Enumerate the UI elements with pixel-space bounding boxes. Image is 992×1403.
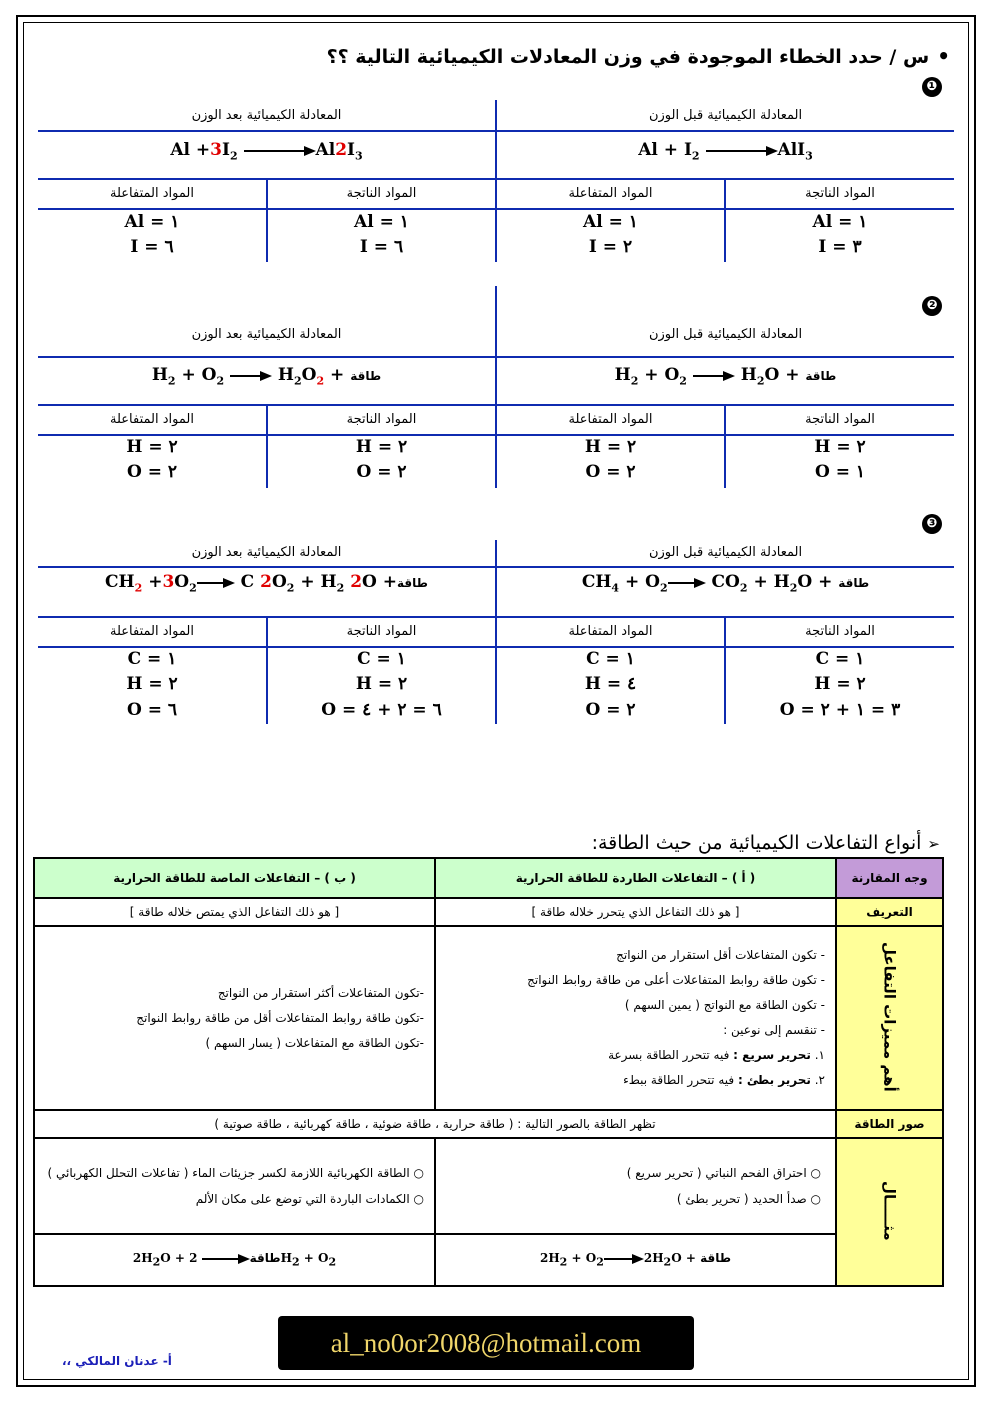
after-caption: المعادلة الكيميائية بعد الوزن [191,545,342,560]
forms-text: تظهر الطاقة بالصور التالية : ( طاقة حرارية ، طاقة ضوئية ، طاقة كهربائية ، طاقة صوتية ) [34,1110,836,1138]
table-row [34,858,943,898]
products-header: المواد الناتجة [805,186,875,201]
list-item: - تكون الطاقة مع النواتج ( يمين السهم ) [624,998,825,1012]
table-row [34,898,943,926]
example-equation-a: $2H_2 + O_2$ $2H_2O$ + طاقة [435,1234,836,1286]
list-item [444,1186,821,1212]
atom-count: ٤ = H [584,674,637,694]
list-item [444,1068,825,1093]
list-number: ١. [814,1048,825,1062]
circle-bullet-icon: ○ [810,1166,821,1180]
definition-a: [ هو ذلك التفاعل الذي يتحرر خلاله طاقة ] [435,898,836,926]
comparison-table [33,857,944,1287]
atom-count: ٣ = ١ + ٢ = O [779,700,901,720]
atom-count: ٢ = O [126,462,178,482]
equation-after: $H_2 + O_2$ $H_2O_2$ + طاقة [151,365,382,388]
reactants-header: المواد المتفاعلة [110,186,194,201]
list-item [43,1160,424,1186]
atom-count: ٢ = O [356,462,407,482]
divider [38,208,954,210]
features-label: أهم مميزات التفاعل [880,941,899,1092]
divider [38,616,954,618]
reactants-header: المواد المتفاعلة [110,412,194,427]
energy-label: طاقة [397,576,428,590]
column-a-header: ( أ ) – التفاعلات الطاردة للطاقة الحرارية [435,858,836,898]
list-item: - تكون المتفاعلات أقل استقرار من النواتج [616,948,825,962]
atom-count: ٢ = O [585,462,636,482]
atom-count: ٢ = I [588,237,633,257]
atom-count: ١ = Al [354,212,409,232]
divider [38,130,954,132]
example-text: احتراق الفحم النباتي ( تحرير سريع ) [626,1166,807,1180]
examples-a [435,1138,836,1234]
before-caption: المعادلة الكيميائية قبل الوزن [648,327,803,342]
atom-count: ٢ = H [584,437,637,457]
problem-3-block [38,540,954,724]
circle-bullet-icon: ○ [413,1192,424,1206]
table-row [34,926,943,1110]
atom-count: ٢ = H [814,437,866,457]
atom-count: ٣ = I [818,237,862,257]
atom-count: ١ = C [127,649,177,669]
arrow-icon [202,1253,250,1265]
equation-before: $H_2 + O_2$ $H_2O$ + طاقة [614,365,837,388]
comparison-corner: وجه المقارنة [836,858,943,898]
atom-count: ٢ = H [126,674,178,694]
atom-count: ١ = Al [124,212,180,232]
table-row [34,1110,943,1138]
circle-bullet-icon: ○ [810,1192,821,1206]
problem-number-2: ❷ [922,296,942,316]
energy-label: طاقة [249,1251,281,1266]
products-header: المواد الناتجة [346,412,417,427]
list-number: ٢. [814,1073,825,1087]
list-item: -تكون الطاقة مع المتفاعلات ( يسار السهم ) [205,1035,424,1050]
subtype-name: تحرير سريع : [733,1048,811,1062]
definition-b: [ هو ذلك التفاعل الذي يمتص خلاله طاقة ] [34,898,435,926]
reactants-header: المواد المتفاعلة [110,624,194,639]
energy-label: طاقة [805,369,837,383]
section-title [592,832,940,854]
problem-number-3: ❸ [922,514,942,534]
products-header: المواد الناتجة [346,624,417,639]
divider [38,434,954,436]
features-b [34,926,435,1110]
atom-count: ١ = Al [583,212,638,232]
example-label-cell [836,1138,943,1286]
column-b-header: ( ب ) – التفاعلات الماصة للطاقة الحرارية [34,858,435,898]
energy-label: طاقة [700,1251,732,1266]
equation-after: $CH_2 +3O_2$ C $2O_2 + H_2$ 2O +طاقة [105,572,428,595]
arrow-icon [197,577,235,589]
reactants-header: المواد المتفاعلة [568,412,653,427]
arrow-icon [244,145,316,157]
example-text: الكمادات الباردة التي توضع على مكان الألم [195,1192,410,1206]
list-item [444,1160,821,1186]
definition-label: التعريف [836,898,943,926]
examples-b [34,1138,435,1234]
example-text: صدأ الحديد ( تحرير بطئ ) [676,1192,807,1206]
question-text: س / حدد الخطاء الموجودة في وزن المعادلات الكيميائية التالية ؟؟ [326,46,930,68]
question-heading [327,44,950,68]
example-equation-b: $2H_2O$ + طاقة $2H_2 + O_2$ [34,1234,435,1286]
problem-number-1: ❶ [922,77,942,97]
arrow-icon [604,1253,644,1265]
problem-2-block [38,286,954,488]
forms-label: صور الطاقة [836,1110,943,1138]
divider [38,646,954,648]
section-title-text: أنواع التفاعلات الكيميائية من حيث الطاقة: [591,832,922,854]
circle-bullet-icon: ○ [413,1166,424,1180]
email-banner: al_no0or2008@hotmail.com [278,1316,694,1370]
atom-count: ٢ = H [355,437,408,457]
list-item [43,1186,424,1212]
atom-count: ١ = C [815,649,865,669]
divider [38,178,954,180]
atom-count: ١ = C [586,649,635,669]
arrow-icon [668,577,706,589]
list-item [444,1043,825,1068]
list-item: - تكون طاقة روابط المتفاعلات أعلى من طاقة روابط النواتج [527,973,825,987]
arrow-icon [693,370,735,382]
atom-count: ٢ = H [126,437,178,457]
divider [38,566,954,568]
bullet-icon: • [937,44,950,68]
reactants-header: المواد المتفاعلة [568,624,653,639]
atom-count: ٢ = H [814,674,866,694]
atom-count: ٦ = I [359,237,404,257]
atom-count: ٢ = H [355,674,408,694]
before-caption: المعادلة الكيميائية قبل الوزن [648,108,803,123]
products-header: المواد الناتجة [346,186,417,201]
atom-count: ١ = C [357,649,406,669]
example-label: مثـــــال [880,1180,899,1241]
divider [38,404,954,406]
atom-count: ١ = Al [812,212,868,232]
arrow-icon [230,370,272,382]
subtype-desc: فيه تتحرر الطاقة ببطء [623,1073,735,1087]
features-a [435,926,836,1110]
reactants-header: المواد المتفاعلة [568,186,653,201]
list-item: -تكون المتفاعلات أكثر استقرار من النواتج [217,985,424,1000]
features-label-cell [836,926,943,1110]
atom-count: ٦ = O [126,700,178,720]
list-item: - تنقسم إلى نوعين : [723,1023,825,1037]
atom-count: ٦ = ٢ + ٤ = O [321,700,442,720]
arrow-marker-icon: ➢ [927,835,940,853]
after-caption: المعادلة الكيميائية بعد الوزن [191,327,342,342]
subtype-name: تحرير بطئ : [737,1073,811,1087]
atom-count: ٢ = O [585,700,636,720]
atom-count: ٦ = I [130,237,174,257]
energy-label: طاقة [838,576,870,590]
subtype-desc: فيه تتحرر الطاقة بسرعة [608,1048,730,1062]
products-header: المواد الناتجة [805,412,875,427]
energy-label: طاقة [350,369,382,383]
arrow-icon [706,145,778,157]
before-caption: المعادلة الكيميائية قبل الوزن [648,545,803,560]
table-row [34,1234,943,1286]
divider [38,356,954,358]
author-signature: أ- عدنان المالكي ،، [62,1354,172,1368]
equation-before: $CH_4 + O_2$ $CO_2 + H_2O$ + طاقة [581,572,870,595]
equation-after: $Al +3I_2$ $Al2I_3$ [170,140,363,163]
atom-count: ١ = O [814,462,866,482]
table-row [34,1138,943,1234]
problem-1-block [38,100,954,262]
products-header: المواد الناتجة [805,624,875,639]
list-item: -تكون طاقة روابط المتفاعلات أقل من طاقة روابط النواتج [136,1010,424,1025]
after-caption: المعادلة الكيميائية بعد الوزن [191,108,342,123]
example-text: الطاقة الكهربائية اللازمة لكسر جزيئات الماء ( تفاعلات التحلل الكهربائي ) [47,1166,410,1180]
equation-before: $Al + I_2$ AlI$_3$ [638,140,813,163]
